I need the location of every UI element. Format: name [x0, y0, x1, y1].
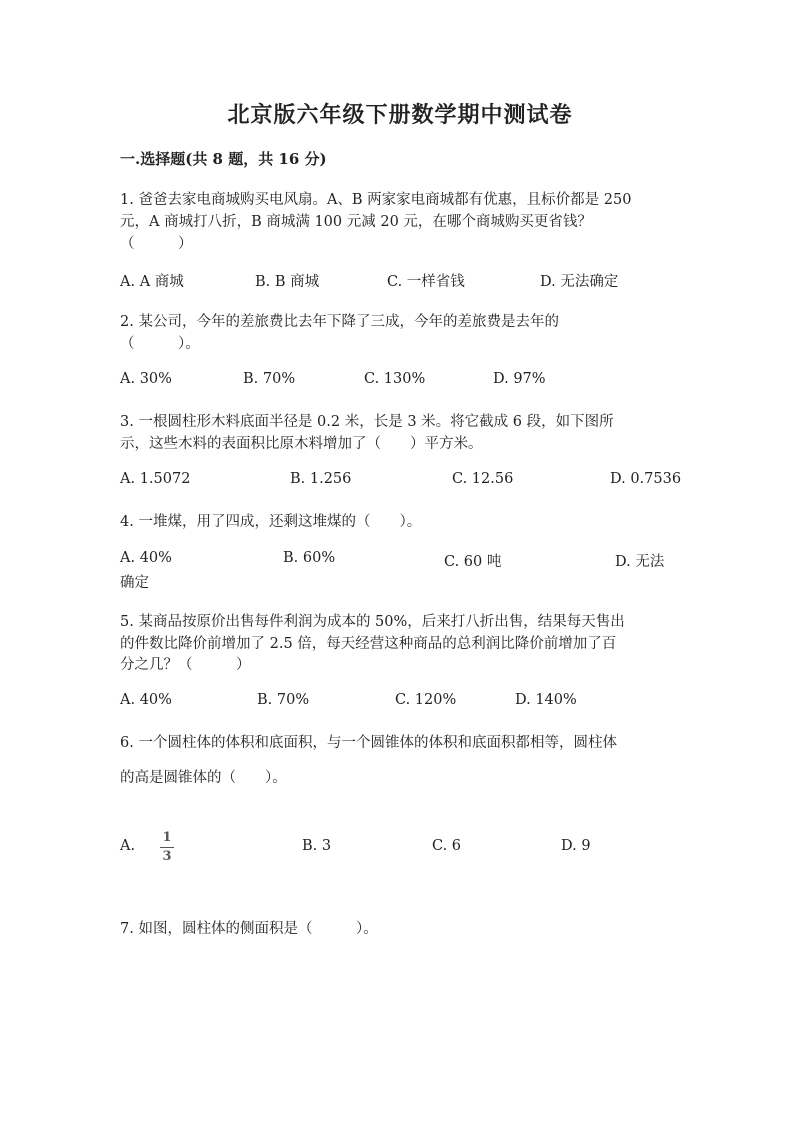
question-2-line-2: （ ）。 — [120, 336, 200, 352]
fraction-bar — [160, 847, 174, 848]
question-3-option-d: D. 0.7536 — [610, 471, 682, 487]
question-2-option-a: A. 30% — [120, 371, 172, 387]
question-5-option-c: C. 120% — [395, 692, 457, 708]
question-1-option-d: D. 无法确定 — [540, 274, 619, 290]
question-1-line-2: 元，A 商城打八折，B 商城满 100 元减 20 元，在哪个商城购买更省钱？ — [120, 214, 592, 230]
question-4-option-c: C. 60 吨 — [444, 554, 502, 570]
question-3-line-2: 示，这些木料的表面积比原木料增加了（ ）平方米。 — [120, 436, 483, 452]
question-6-line-2: 的高是圆锥体的（ ）。 — [120, 770, 287, 786]
question-1-option-b: B. B 商城 — [255, 274, 320, 290]
question-3-line-1: 3. 一根圆柱形木料底面半径是 0.2 米，长是 3 米。将它截成 6 段，如下图所 — [120, 414, 614, 430]
question-4-option-b: B. 60% — [283, 550, 336, 566]
question-3-option-a: A. 1.5072 — [120, 471, 191, 487]
question-2-option-c: C. 130% — [364, 371, 426, 387]
question-4-line-1: 4. 一堆煤，用了四成，还剩这堆煤的（ ）。 — [120, 514, 422, 530]
question-5-option-a: A. 40% — [120, 692, 172, 708]
question-6-option-c: C. 6 — [432, 838, 462, 854]
question-6-option-b: B. 3 — [302, 838, 332, 854]
fraction-numerator: 1 — [162, 830, 172, 845]
question-1-option-a: A. A 商城 — [120, 274, 184, 290]
question-5-line-2: 的件数比降价前增加了 2.5 倍，每天经营这种商品的总利润比降价前增加了百 — [120, 636, 617, 652]
question-2-line-1: 2. 某公司，今年的差旅费比去年下降了三成，今年的差旅费是去年的 — [120, 314, 559, 330]
question-1-line-3: （ ） — [120, 236, 193, 252]
question-2-option-b: B. 70% — [243, 371, 296, 387]
page-title: 北京版六年级下册数学期中测试卷 — [227, 102, 573, 128]
question-5-line-1: 5. 某商品按原价出售每件利润为成本的 50%，后来打八折出售，结果每天售出 — [120, 614, 625, 630]
question-6-line-1: 6. 一个圆柱体的体积和底面积，与一个圆锥体的体积和底面积都相等，圆柱体 — [120, 735, 617, 751]
question-6-option-a: A. — [120, 838, 136, 854]
question-4-option-d-wrap: 确定 — [120, 575, 149, 591]
question-5-option-d: D. 140% — [515, 692, 577, 708]
question-4-option-d: D. 无法 — [615, 554, 665, 570]
section-heading: 一.选择题(共 8 题，共 16 分) — [120, 150, 327, 168]
question-1-line-1: 1. 爸爸去家电商城购买电风扇。A、B 两家家电商城都有优惠，且标价都是 250 — [120, 192, 632, 208]
question-5-option-b: B. 70% — [257, 692, 310, 708]
fraction-one-third — [160, 830, 174, 865]
fraction-denominator: 3 — [162, 849, 172, 864]
question-1-option-c: C. 一样省钱 — [387, 274, 465, 290]
question-3-option-c: C. 12.56 — [452, 471, 514, 487]
question-2-option-d: D. 97% — [493, 371, 546, 387]
question-3-option-b: B. 1.256 — [290, 471, 352, 487]
question-6-option-d: D. 9 — [561, 838, 591, 854]
question-5-line-3: 分之几？（ ） — [120, 657, 251, 673]
question-7-line-1: 7. 如图，圆柱体的侧面积是（ ）。 — [120, 921, 378, 937]
question-4-option-a: A. 40% — [120, 550, 172, 566]
